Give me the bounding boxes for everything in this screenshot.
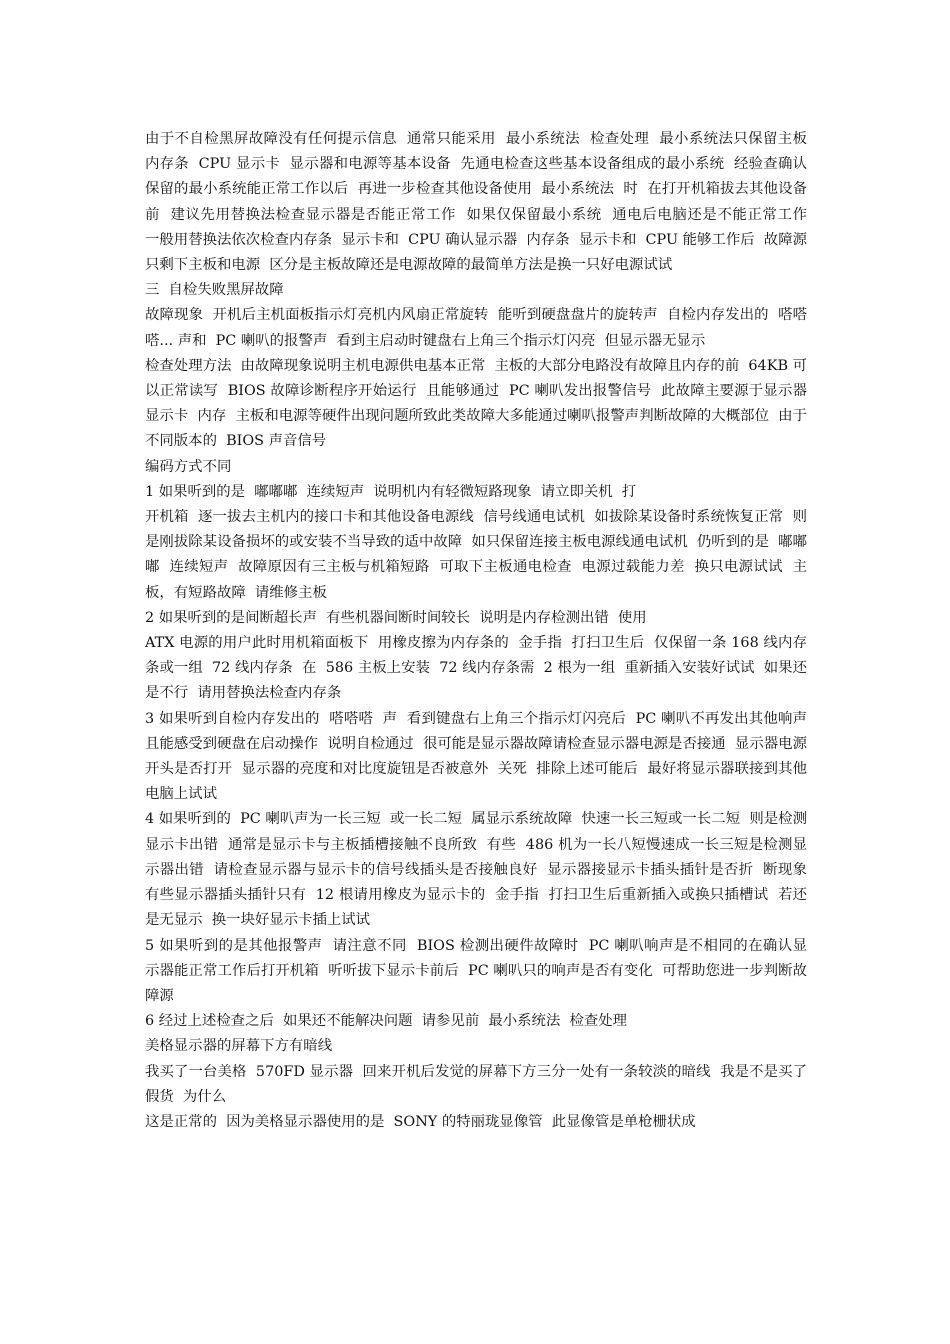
paragraph-question: 我买了一台美格 570FD 显示器 回来开机后发觉的屏幕下方三分一处有一条较淡的暗线 我是不是买了假货 为什么: [145, 1063, 807, 1105]
paragraph-case-1: 1 如果听到的是 嘟嘟嘟 连续短声 说明机内有轻微短路现象 请立即关机 打: [145, 483, 637, 500]
paragraph-case-3: 3 如果听到自检内存发出的 嗒嗒嗒 声 看到键盘右上角三个指示灯闪亮后 PC 喇叭不再发出其他响声 且能感受到硬盘在启动操作 说明自检通过 很可能是显示器故障请检查显示器电源是否接通 显示器电源开头是否打开 显示器的亮度和对比度旋钮是否被意外 关死 排除上述可能后 最好将显示器联接到其他电脑上试试: [145, 710, 817, 803]
section-heading-meige-dark-line: 美格显示器的屏幕下方有暗线: [145, 1038, 333, 1055]
document-body: [145, 127, 817, 1135]
paragraph-min-system: 由于不自检黑屏故障没有任何提示信息 通常只能采用 最小系统法 检查处理 最小系统法只保留主板 内存条 CPU 显示卡 显示器和电源等基本设备 先通电检查这些基本设备组成的最小系统 经验查确认保留的最小系统能正常工作以后 再进一步检查其他设备使用 最小系统法 时 在打开机箱拔去其他设备前 建议先用替换法检查显示器是否能正常工作 如果仅保留最小系统 通电后电脑还是不能正常工作: [145, 131, 817, 223]
paragraph-case-2: 2 如果听到的是间断超长声 有些机器间断时间较长 说明是内存检测出错 使用: [145, 609, 647, 626]
paragraph-case-4: 4 如果听到的 PC 喇叭声为一长三短 或一长二短 属显示系统故障 快速一长三短或一长二短 则是检测显示卡出错 通常是显示卡与主板插槽接触不良所致 有些 486 机为一长八短慢速成一长三短是检测显示器出错 请检查显示器与显示卡的信号线插头是否接触良好 显示器接显示卡插头插针是否折 断现象 有些显示器插头插针只有 12 根请用橡皮为显示卡的 金手指 打扫卫生后重新插入或换只插槽试 若还是无显示 换一块好显示卡插上试试: [145, 811, 817, 929]
paragraph-encoding: 编码方式不同: [145, 458, 232, 475]
paragraph-answer: 这是正常的 因为美格显示器使用的是 SONY 的特丽珑显像管 此显像管是单枪栅状成: [145, 1113, 696, 1130]
paragraph-case-5-detail: 示器能正常工作后打开机箱 听听拔下显示卡前后 PC 喇叭只的响声是否有变化 可帮助您进一步判断故障源: [145, 962, 807, 1004]
paragraph-symptom: 故障现象 开机后主机面板指示灯亮机内风扇正常旋转 能听到硬盘盘片的旋转声 自检内存发出的 嗒嗒嗒... 声和 PC 喇叭的报警声 看到主启动时键盘右上角三个指示灯闪亮 但显示器无显示: [145, 307, 807, 349]
paragraph-case-5: 5 如果听到的是其他报警声 请注意不同 BIOS 检测出硬件故障时 PC 喇叭响声是不相同的在确认显: [145, 937, 807, 954]
paragraph-case-1-detail: 开机箱 逐一拔去主机内的接口卡和其他设备电源线 信号线通电试机 如拔除某设备时系统恢复正常 则是刚拔除某设备损坏的或安装不当导致的适中故障 如只保留连接主板电源线通电试机 仍听到的是 嘟嘟嘟 连续短声 故障原因有三主板与机箱短路 可取下主板通电检查 电源过载能力差 换只电源试试 主板，有短路故障 请维修主板: [145, 509, 807, 601]
section-heading-self-test-failure: 三 自检失败黑屏故障: [145, 282, 284, 299]
paragraph-case-2-detail: ATX 电源的用户此时用机箱面板下 用橡皮擦为内存条的 金手指 打扫卫生后 仅保留一条 168 线内存条或一组 72 线内存条 在 586 主板上安装 72 线内存条需 2 根为一组 重新插入安装好试试 如果还是不行 请用替换法检查内存条: [145, 635, 807, 702]
paragraph-case-6: 6 经过上述检查之后 如果还不能解决问题 请参见前 最小系统法 检查处理: [145, 1013, 628, 1030]
paragraph-replacement-method: 一般用替换法依次检查内存条 显示卡和 CPU 确认显示器 内存条 显示卡和 CPU 能够工作后 故障源只剩下主板和电源 区分是主板故障还是电源故障的最简单方法是换一只好电源试试: [145, 231, 807, 274]
paragraph-inspection-method: 检查处理方法 由故障现象说明主机电源供电基本正常 主板的大部分电路没有故障且内存的前 64KB 可以正常读写 BIOS 故障诊断程序开始运行 且能够通过 PC 喇叭发出报警信号 此故障主要源于显示器 显示卡 内存 主板和电源等硬件出现问题所致此类故障大多能通过喇叭报警声判断故障的大概部位 由于不同版本的 BIOS 声音信号: [145, 357, 817, 450]
